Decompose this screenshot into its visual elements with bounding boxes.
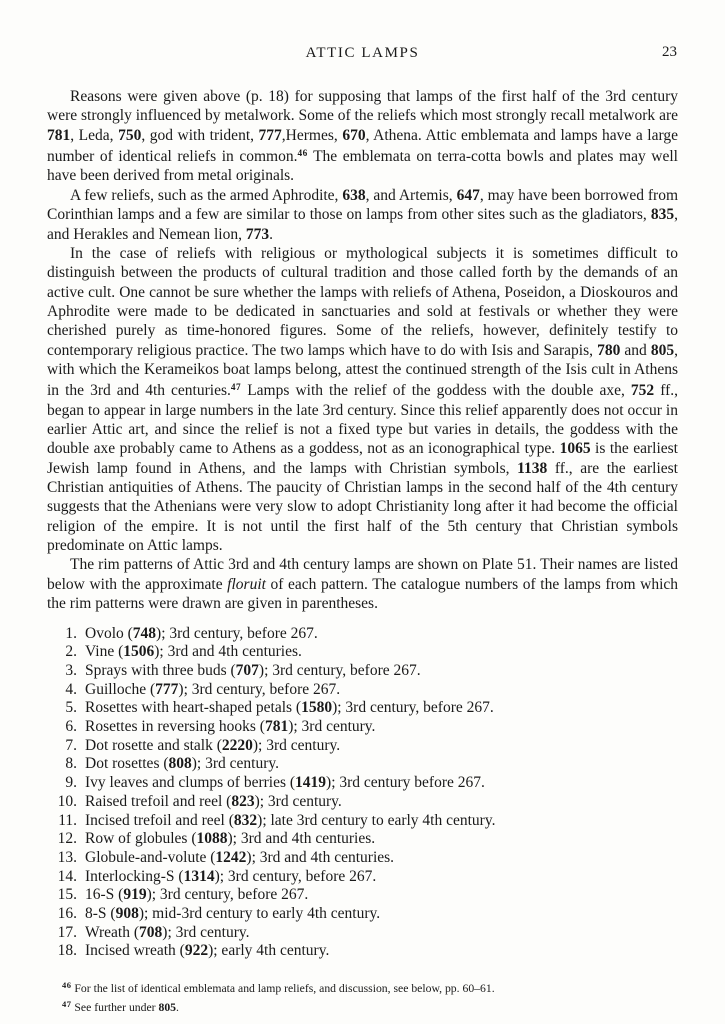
list-item-text: Globule-and-volute (1242); 3rd and 4th centuries. <box>85 848 395 866</box>
list-item-text: Incised trefoil and reel (832); late 3rd century to early 4th century. <box>85 811 496 829</box>
list-item-number: 9. <box>65 774 77 792</box>
list-item-text: Dot rosettes (808); 3rd century. <box>85 755 279 773</box>
list-item-number: 12. <box>57 830 77 848</box>
list-item-number: 13. <box>57 848 77 866</box>
list-item-number: 1. <box>65 624 77 642</box>
page-title: ATTIC LAMPS <box>305 45 420 61</box>
list-item-text: Incised wreath (922); early 4th century. <box>85 942 330 960</box>
list-item-number: 11. <box>58 811 77 829</box>
list-item <box>47 755 678 774</box>
list-item-text: Wreath (708); 3rd century. <box>85 923 250 941</box>
list-item-number: 7. <box>65 736 77 754</box>
list-item <box>47 718 678 737</box>
list-item-number: 8. <box>65 755 77 773</box>
list-item-text: Sprays with three buds (707); 3rd century, before 267. <box>85 661 421 679</box>
list-item-text: Raised trefoil and reel (823); 3rd century. <box>85 792 342 810</box>
page-number: 23 <box>662 44 677 60</box>
list-item <box>47 830 678 849</box>
list-item <box>47 774 678 793</box>
list-item-text: Vine (1506); 3rd and 4th centuries. <box>85 643 302 661</box>
list-item-number: 17. <box>57 923 77 941</box>
list-item <box>47 868 678 887</box>
paragraph-religious-subjects: In the case of reliefs with religious or mythological subjects it is sometimes difficult to distinguish between the products of cultural tradition and those called forth by the demands of an active cult. One cannot be sure whether the lamps with reliefs of Athena, Poseidon, a Dioskouros and Aphrodite were made to be dedicated in sanctuaries and sold at festivals or whether they were cherished purely as time-honored figures. Some of the reliefs, however, definitely testify to contemporary religious practice. The two lamps which have to do with Isis and Sarapis, 780 and 805, with which the Kerameikos boat lamps belong, attest the continued strength of the Isis cult in Athens in the 3rd and 4th centuries.$^{47}$ Lamps with the relief of the goddess with the double axe, 752 ff., began to appear in large numbers in the late 3rd century. Since this relief apparently does not occur in earlier Attic art, and since the relief is not a fixed type but varies in details, the goddess with the double axe probably came to Athens as a goddess, not as an iconographical type. 1065 is the earliest Jewish lamp found in Athens, and the lamps with Christian symbols, 1138 ff., are the earliest Christian antiquities of Athens. The paucity of Christian lamps in the second half of the 4th century suggests that the Athenians were very slow to adopt Christianity long after it had become the official religion of the empire. It is not until the first half of the 5th century that Christian symbols predominate on Attic lamps. <box>47 244 678 555</box>
list-item-number: 2. <box>65 643 77 661</box>
list-item <box>47 905 678 924</box>
footnote-text: See further under 805. <box>71 1000 179 1014</box>
list-item <box>47 812 678 831</box>
list-item-text: Ovolo (748); 3rd century, before 267. <box>85 624 318 642</box>
rim-pattern-list <box>47 625 678 962</box>
list-item-text: Rosettes with heart-shaped petals (1580); 3rd century, before 267. <box>85 699 494 717</box>
list-item <box>47 737 678 756</box>
list-item-text: 8-S (908); mid-3rd century to early 4th century. <box>85 905 381 923</box>
list-item-number: 10. <box>57 792 77 810</box>
footnote <box>47 978 678 996</box>
list-item-text: Ivy leaves and clumps of berries (1419); 3rd century before 267. <box>85 774 485 792</box>
list-item-text: Interlocking-S (1314); 3rd century, before 267. <box>85 867 377 885</box>
page-body <box>47 87 678 1015</box>
footnote-ref: 47 <box>62 998 72 1009</box>
list-item <box>47 886 678 905</box>
list-item <box>47 699 678 718</box>
footnote-text: For the list of identical emblemata and lamp reliefs, and discussion, see below, pp. 60–61. <box>71 981 495 995</box>
page-header <box>47 44 678 64</box>
list-item-number: 6. <box>65 718 77 736</box>
list-item-number: 5. <box>65 699 77 717</box>
list-item-text: 16-S (919); 3rd century, before 267. <box>85 886 309 904</box>
list-item <box>47 681 678 700</box>
footnote <box>47 997 678 1015</box>
paragraph-borrowed-reliefs: A few reliefs, such as the armed Aphrodite, 638, and Artemis, 647, may have been borrowed from Corinthian lamps and a few are similar to those on lamps from other sites such as the gladiators, 835, and Herakles and Nemean lion, 773. <box>47 186 679 243</box>
list-item-number: 16. <box>57 905 77 923</box>
footnote-ref: 46 <box>62 980 72 991</box>
list-item-number: 3. <box>65 661 77 679</box>
list-item <box>47 924 678 943</box>
paragraph-reliefs-metalwork: Reasons were given above (p. 18) for supposing that lamps of the first half of the 3rd century were strongly influenced by metalwork. Some of the reliefs which most strongly recall metalwork are 781, Leda, 750, god with trident, 777,Hermes, 670, Athena. Attic emblemata and lamps have a large number of identical reliefs in common.$^{46}$ The emblemata on terra-cotta bowls and plates may well have been derived from metal originals. <box>47 88 678 185</box>
paragraph-rim-patterns-intro: The rim patterns of Attic 3rd and 4th century lamps are shown on Plate 51. Their names are listed below with the approximate floruit of each pattern. The catalogue numbers of the lamps from which the rim patterns were drawn are given in parentheses. <box>47 556 679 613</box>
list-item <box>47 643 678 662</box>
list-item-text: Row of globules (1088); 3rd and 4th centuries. <box>85 830 376 848</box>
list-item-text: Rosettes in reversing hooks (781); 3rd century. <box>85 718 376 736</box>
list-item <box>47 625 678 644</box>
list-item-text: Dot rosette and stalk (2220); 3rd century. <box>85 736 341 754</box>
list-item <box>47 942 678 961</box>
list-item-number: 15. <box>57 886 77 904</box>
list-item <box>47 662 678 681</box>
list-item <box>47 793 678 812</box>
list-item-number: 14. <box>57 867 77 885</box>
list-item-text: Guilloche (777); 3rd century, before 267. <box>85 680 341 698</box>
list-item <box>47 849 678 868</box>
list-item-number: 4. <box>65 680 77 698</box>
list-item-number: 18. <box>57 942 77 960</box>
footnotes-section <box>47 978 678 1015</box>
